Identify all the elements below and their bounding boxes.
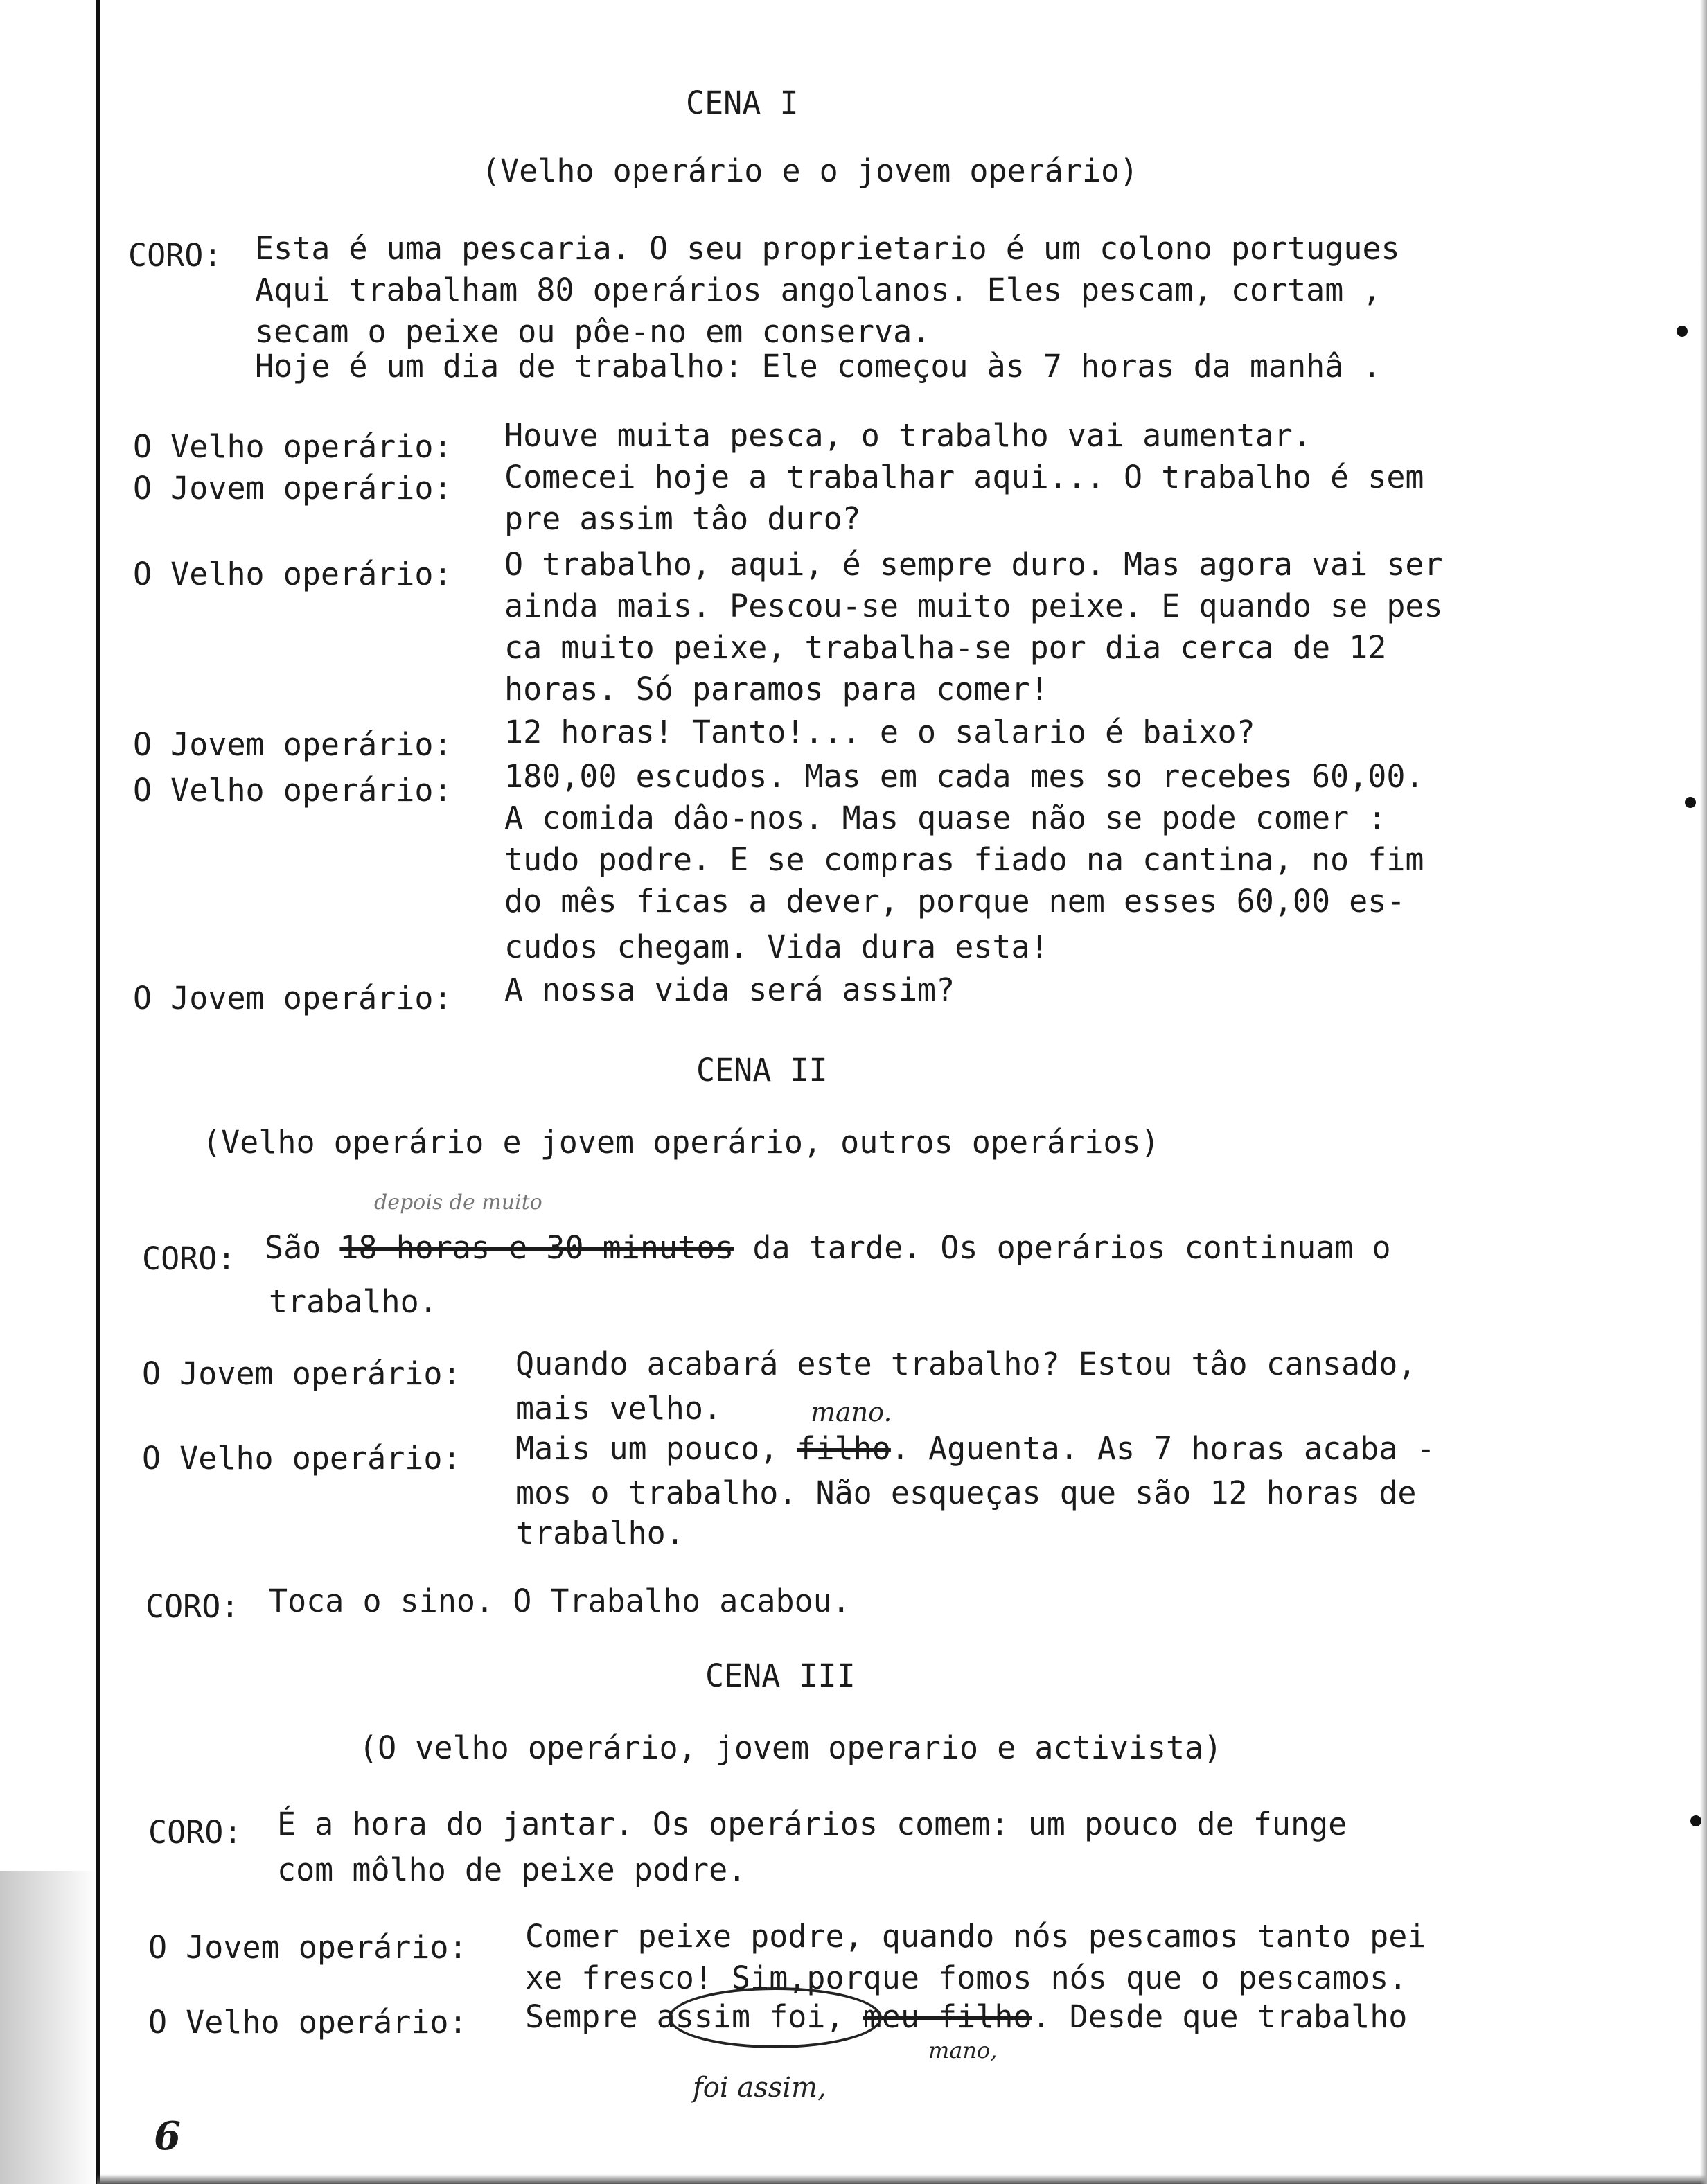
text-segment: , <box>825 1998 863 2035</box>
dialogue-line: Houve muita pesca, o trabalho vai aumentar. <box>504 417 1311 454</box>
dialogue-line: com môlho de peixe podre. <box>277 1851 747 1888</box>
speaker-jovem: O Jovem operário: <box>148 1929 468 1966</box>
scene-3-title: CENA III <box>705 1657 856 1694</box>
dialogue-line: ca muito peixe, trabalha-se por dia cerca de 12 <box>504 629 1387 666</box>
speaker-coro: CORO: <box>128 237 222 274</box>
speaker-velho: O Velho operário: <box>133 772 452 809</box>
dialogue-line: pre assim tâo duro? <box>504 500 861 537</box>
speaker-jovem: O Jovem operário: <box>133 470 452 507</box>
page-number: 6 <box>154 2113 181 2159</box>
scan-shadow <box>0 1871 97 2184</box>
struck-text: meu filho <box>863 1998 1032 2035</box>
circled-text: assim foi <box>656 1998 826 2035</box>
dialogue-line: xe fresco! Sim,porque fomos nós que o pescamos. <box>525 1960 1408 1996</box>
scene-3-cast: (O velho operário, jovem operario e activista) <box>359 1729 1223 1766</box>
speaker-velho: O Velho operário: <box>133 428 452 465</box>
punch-hole-mark <box>1690 1815 1701 1826</box>
speaker-jovem: O Jovem operário: <box>133 980 452 1016</box>
dialogue-line <box>515 1429 1435 1469</box>
handwritten-note: foi assim, <box>693 2072 826 2104</box>
text-segment: Mais um pouco, <box>515 1430 797 1467</box>
dialogue-line: trabalho. <box>515 1515 684 1551</box>
dialogue-line <box>525 1997 1407 2037</box>
dialogue-line: É a hora do jantar. Os operários comem: um pouco de funge <box>277 1806 1347 1842</box>
handwritten-note: depois de muito <box>374 1190 542 1215</box>
dialogue-line: Comecei hoje a trabalhar aqui... O trabalho é sem <box>504 459 1424 495</box>
punch-hole-mark <box>1677 326 1688 337</box>
dialogue-line: A comida dâo-nos. Mas quase não se pode comer : <box>504 800 1387 836</box>
dialogue-line: do mês ficas a dever, porque nem esses 60,00 es- <box>504 883 1406 919</box>
punch-hole-mark <box>1685 797 1696 808</box>
text-segment: São <box>265 1229 340 1266</box>
speaker-jovem: O Jovem operário: <box>133 726 452 763</box>
dialogue-line: 12 horas! Tanto!... e o salario é baixo? <box>504 714 1255 750</box>
scene-1-title: CENA I <box>686 85 799 121</box>
speaker-velho: O Velho operário: <box>142 1440 461 1477</box>
dialogue-line: ainda mais. Pescou-se muito peixe. E quando se pes <box>504 588 1443 624</box>
dialogue-line: Esta é uma pescaria. O seu proprietario é um colono portugues <box>255 230 1400 267</box>
dialogue-line: tudo podre. E se compras fiado na cantina, no fim <box>504 841 1424 878</box>
speaker-jovem: O Jovem operário: <box>142 1355 461 1392</box>
dialogue-line: Comer peixe podre, quando nós pescamos tanto pei <box>525 1918 1426 1955</box>
page-left-edge <box>96 0 100 2184</box>
scene-1-cast: (Velho operário e o jovem operário) <box>481 152 1139 189</box>
scene-2-cast: (Velho operário e jovem operário, outros operários) <box>202 1124 1160 1161</box>
dialogue-line: cudos chegam. Vida dura esta! <box>504 928 1049 965</box>
speaker-velho: O Velho operário: <box>148 2004 468 2041</box>
page-right-edge <box>1700 0 1707 2184</box>
speaker-coro: CORO: <box>145 1588 240 1625</box>
dialogue-line: horas. Só paramos para comer! <box>504 671 1049 707</box>
text-segment: da tarde. Os operários continuam o <box>734 1229 1391 1266</box>
speaker-velho: O Velho operário: <box>133 556 452 592</box>
speaker-coro: CORO: <box>142 1240 236 1277</box>
dialogue-line: A nossa vida será assim? <box>504 971 955 1008</box>
text-segment: . Desde que trabalho <box>1032 1998 1408 2035</box>
dialogue-line: Hoje é um dia de trabalho: Ele começou às 7 horas da manhâ . <box>255 348 1381 385</box>
text-segment: Sempre <box>525 1998 657 2035</box>
speaker-coro: CORO: <box>148 1814 242 1851</box>
struck-text: filho <box>797 1430 891 1467</box>
dialogue-line: 180,00 escudos. Mas em cada mes so recebes 60,00. <box>504 758 1424 795</box>
handwritten-note: mano, <box>928 2037 998 2063</box>
dialogue-line: O trabalho, aqui, é sempre duro. Mas agora vai ser <box>504 546 1443 583</box>
scene-2-title: CENA II <box>696 1052 828 1089</box>
dialogue-line: secam o peixe ou pôe-no em conserva. <box>255 313 931 350</box>
dialogue-line <box>265 1228 1391 1268</box>
text-segment: . Aguenta. As 7 horas acaba - <box>890 1430 1435 1467</box>
dialogue-line: Aqui trabalham 80 operários angolanos. Eles pescam, cortam , <box>255 272 1381 308</box>
handwritten-note: mano. <box>811 1397 892 1427</box>
struck-text: 18 horas e 30 minutos <box>339 1229 734 1266</box>
dialogue-line: Quando acabará este trabalho? Estou tâo cansado, <box>515 1346 1417 1382</box>
page-bottom-edge <box>97 2174 1707 2184</box>
dialogue-line: mais velho. <box>515 1390 723 1427</box>
dialogue-line: Toca o sino. O Trabalho acabou. <box>269 1583 851 1619</box>
handwritten-circle <box>669 1987 882 2048</box>
dialogue-line: mos o trabalho. Não esqueças que são 12 horas de <box>515 1474 1417 1511</box>
dialogue-line: trabalho. <box>269 1283 438 1320</box>
